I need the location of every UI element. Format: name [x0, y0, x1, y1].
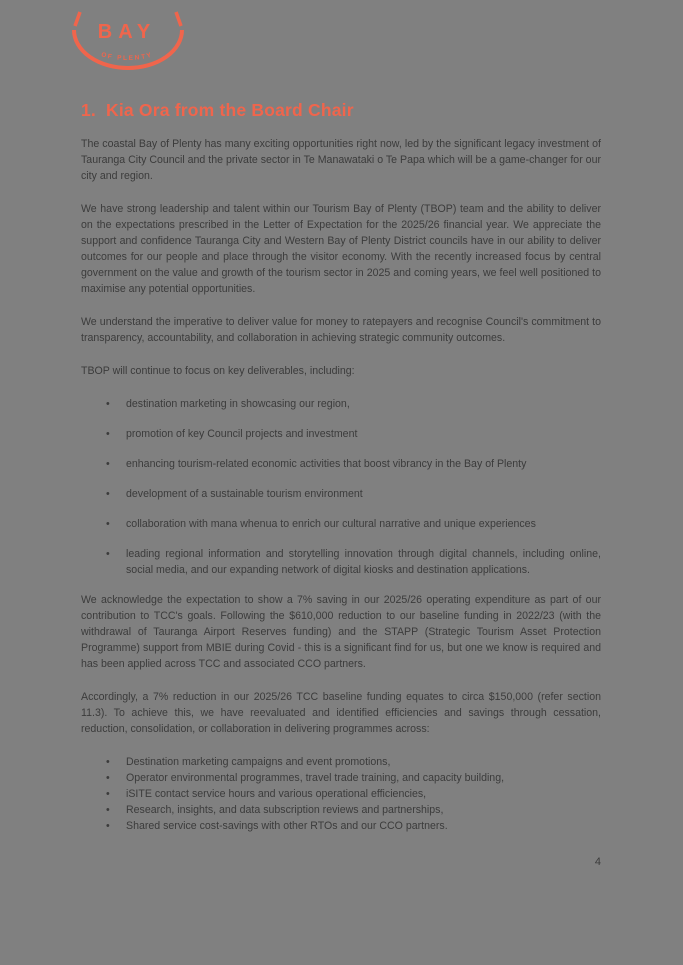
paragraph-savings: We acknowledge the expectation to show a 7% saving in our 2025/26 operating expenditure as part of our contribution to TCC's goals. Following the $610,000 reduction to our baseline funding in 2022/23 (with the withdrawal of Tauranga Airport Reserves funding) and the STAPP (Strategic Tourism Asset Protection Programme) support from MBIE during Covid - this is a significant find for us, but one we know is required and has been applied across TCC and associated CCO partners. [81, 594, 601, 670]
list-item: • promotion of key Council projects and investment [106, 426, 601, 442]
page-number: 4 [594, 856, 601, 868]
logo-wordmark: BAY [97, 21, 157, 43]
list-item: • Operator environmental programmes, travel trade training, and capacity building, [106, 770, 601, 786]
list-item: • destination marketing in showcasing our region, [106, 396, 601, 412]
savings-areas-list [81, 754, 601, 834]
paragraph-value: We understand the imperative to deliver value for money to ratepayers and recognise Council's commitment to transparency, accountability, and collaboration in achieving strategic community outcomes. [81, 316, 601, 344]
paragraph-leadership: We have strong leadership and talent within our Tourism Bay of Plenty (TBOP) team and the ability to deliver on the expectations prescribed in the Letter of Expectation for the 2025/26 financial year. We appreciate the support and confidence Tauranga City and Western Bay of Plenty District councils have in our ability to deliver outcomes for our people and place through the visitor economy. With the recently increased focus by central government on the value and growth of the tourism sector in 2025 and coming years, we feel well positioned to maximise any potential opportunities. [81, 203, 601, 295]
list-item: • Shared service cost-savings with other RTOs and our CCO partners. [106, 818, 601, 834]
logo-tagline: OF PLENTY [100, 51, 154, 63]
section-title: Kia Ora from the Board Chair [106, 100, 354, 120]
list-item: • collaboration with mana whenua to enrich our cultural narrative and unique experiences [106, 516, 601, 532]
paragraph-deliverables-lead-in: TBOP will continue to focus on key deliverables, including: [81, 365, 355, 377]
list-item: • Destination marketing campaigns and event promotions, [106, 754, 601, 770]
deliverables-list [81, 396, 601, 578]
list-item: • enhancing tourism-related economic activities that boost vibrancy in the Bay of Plenty [106, 456, 601, 472]
list-item: • Research, insights, and data subscription reviews and partnerships, [106, 802, 601, 818]
list-item: • development of a sustainable tourism environment [106, 486, 601, 502]
section-number: 1. [81, 100, 96, 120]
logo-tick-right-icon [176, 12, 181, 26]
section-heading [81, 100, 601, 120]
logo-tick-left-icon [75, 12, 80, 26]
paragraph-accordingly: Accordingly, a 7% reduction in our 2025/26 TCC baseline funding equates to circa $150,000 (refer section 11.3). To achieve this, we have reevaluated and identified efficiencies and savings through cessation, reduction, consolidation, or collaboration in delivering programmes across: [81, 691, 601, 735]
bay-of-plenty-logo [70, 8, 186, 72]
paragraph-intro: The coastal Bay of Plenty has many exciting opportunities right now, led by the significant legacy investment of Tauranga City Council and the private sector in Te Manawataki o Te Papa which will be a game-changer for our city and region. [81, 138, 601, 182]
list-item: • iSITE contact service hours and various operational efficiencies, [106, 786, 601, 802]
list-item: • leading regional information and storytelling innovation through digital channels, including online, social media, and our expanding network of digital kiosks and destination applications. [106, 546, 601, 578]
page-content [81, 100, 601, 851]
